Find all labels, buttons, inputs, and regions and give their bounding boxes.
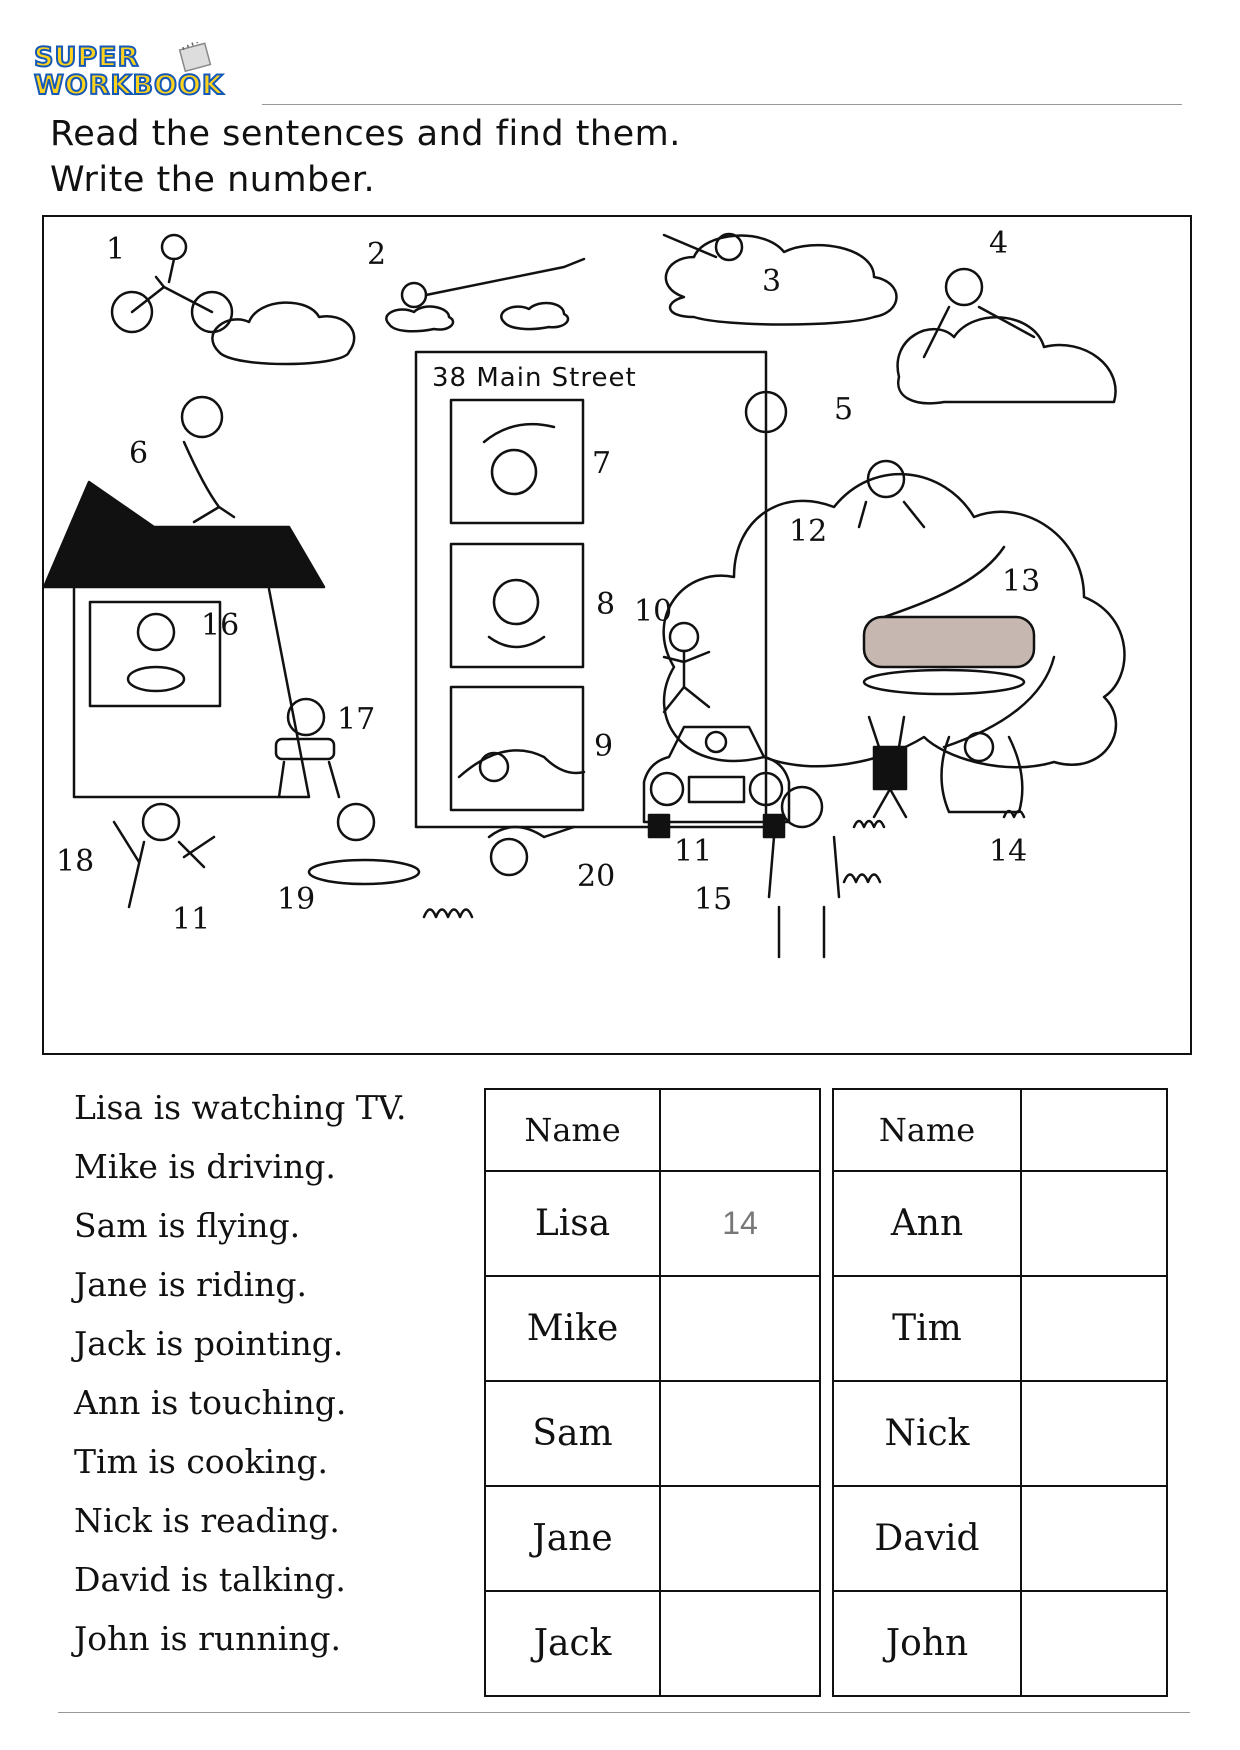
header-blank	[660, 1089, 820, 1171]
sentence: Jack is pointing.	[74, 1324, 344, 1363]
answer-cell[interactable]	[660, 1276, 820, 1381]
cloud-bike	[212, 303, 354, 364]
scene-label-6: 6	[129, 436, 149, 471]
scene-label-10: 10	[634, 594, 673, 629]
name-cell: David	[833, 1486, 1021, 1591]
sentence: Lisa is watching TV.	[74, 1088, 407, 1127]
window-8	[451, 544, 583, 667]
scene-label-1: 1	[106, 232, 126, 267]
sentence: Mike is driving.	[74, 1147, 336, 1186]
sentence: Ann is touching.	[74, 1383, 347, 1422]
answer-table	[484, 1088, 1168, 1678]
scene-label-8: 8	[596, 587, 616, 622]
sentence: Jane is riding.	[74, 1265, 308, 1304]
scene-label-11-jump: 11	[172, 902, 211, 937]
house-wall	[74, 589, 309, 797]
name-cell: Mike	[485, 1276, 660, 1381]
window-9	[451, 687, 583, 810]
scene-label-12: 12	[789, 514, 828, 549]
super-workbook-logo	[28, 40, 258, 110]
instruction-line-1: Read the sentences and find them.	[50, 114, 681, 154]
answer-cell[interactable]	[1021, 1486, 1167, 1591]
answer-cell[interactable]	[1021, 1171, 1167, 1276]
scene-label-20: 20	[577, 859, 616, 894]
scene-label-17: 17	[337, 702, 376, 737]
answer-cell[interactable]	[660, 1591, 820, 1696]
street-sign: 38 Main Street	[432, 363, 637, 393]
scene-label-13: 13	[1002, 564, 1041, 599]
scene-label-11-car: 11	[674, 834, 713, 869]
header-rule	[262, 104, 1182, 105]
header-name: Name	[485, 1089, 660, 1171]
scene-label-3: 3	[762, 264, 782, 299]
sentence: Sam is flying.	[74, 1206, 301, 1245]
logo-line-1: SUPER	[34, 42, 140, 73]
footer-rule	[58, 1712, 1190, 1713]
answer-cell[interactable]	[1021, 1276, 1167, 1381]
scene-label-14: 14	[989, 834, 1028, 869]
scene-label-16: 16	[201, 608, 240, 643]
scene-label-18: 18	[56, 844, 95, 879]
answer-table-right	[832, 1088, 1168, 1697]
answer-cell[interactable]	[660, 1486, 820, 1591]
header-blank	[1021, 1089, 1167, 1171]
answer-cell[interactable]: 14	[660, 1171, 820, 1276]
sentence: Tim is cooking.	[74, 1442, 328, 1481]
sentence: John is running.	[74, 1619, 342, 1658]
scene-label-4: 4	[989, 226, 1009, 261]
sentence: Nick is reading.	[74, 1501, 340, 1540]
cloud-2b	[501, 303, 568, 329]
name-cell: Sam	[485, 1381, 660, 1486]
scene-label-2: 2	[367, 237, 387, 272]
scene-label-9: 9	[594, 729, 614, 764]
name-cell: Jane	[485, 1486, 660, 1591]
header-name: Name	[833, 1089, 1021, 1171]
name-cell: Nick	[833, 1381, 1021, 1486]
answer-table-left	[484, 1088, 821, 1697]
name-cell: Ann	[833, 1171, 1021, 1276]
answer-cell[interactable]	[1021, 1591, 1167, 1696]
answer-cell[interactable]	[660, 1381, 820, 1486]
tv-set	[874, 747, 906, 789]
name-cell: Lisa	[485, 1171, 660, 1276]
window-7	[451, 400, 583, 523]
cloud-top-right	[898, 317, 1116, 403]
scene-illustration	[42, 215, 1192, 1055]
sentence-list	[74, 1078, 474, 1668]
sentence: David is talking.	[74, 1560, 346, 1599]
scene-label-7: 7	[592, 446, 612, 481]
instruction-line-2: Write the number.	[50, 160, 376, 200]
cloud-2a	[386, 307, 453, 332]
house-roof	[44, 482, 324, 587]
scene-label-5: 5	[834, 392, 854, 427]
notepad-icon	[178, 42, 214, 72]
cloud-3	[666, 236, 897, 325]
name-cell: John	[833, 1591, 1021, 1696]
scene-label-19: 19	[277, 882, 316, 917]
name-cell: Tim	[833, 1276, 1021, 1381]
scene-label-15: 15	[694, 882, 733, 917]
name-cell: Jack	[485, 1591, 660, 1696]
logo-line-2: WORKBOOK	[34, 70, 224, 101]
answer-cell[interactable]	[1021, 1381, 1167, 1486]
